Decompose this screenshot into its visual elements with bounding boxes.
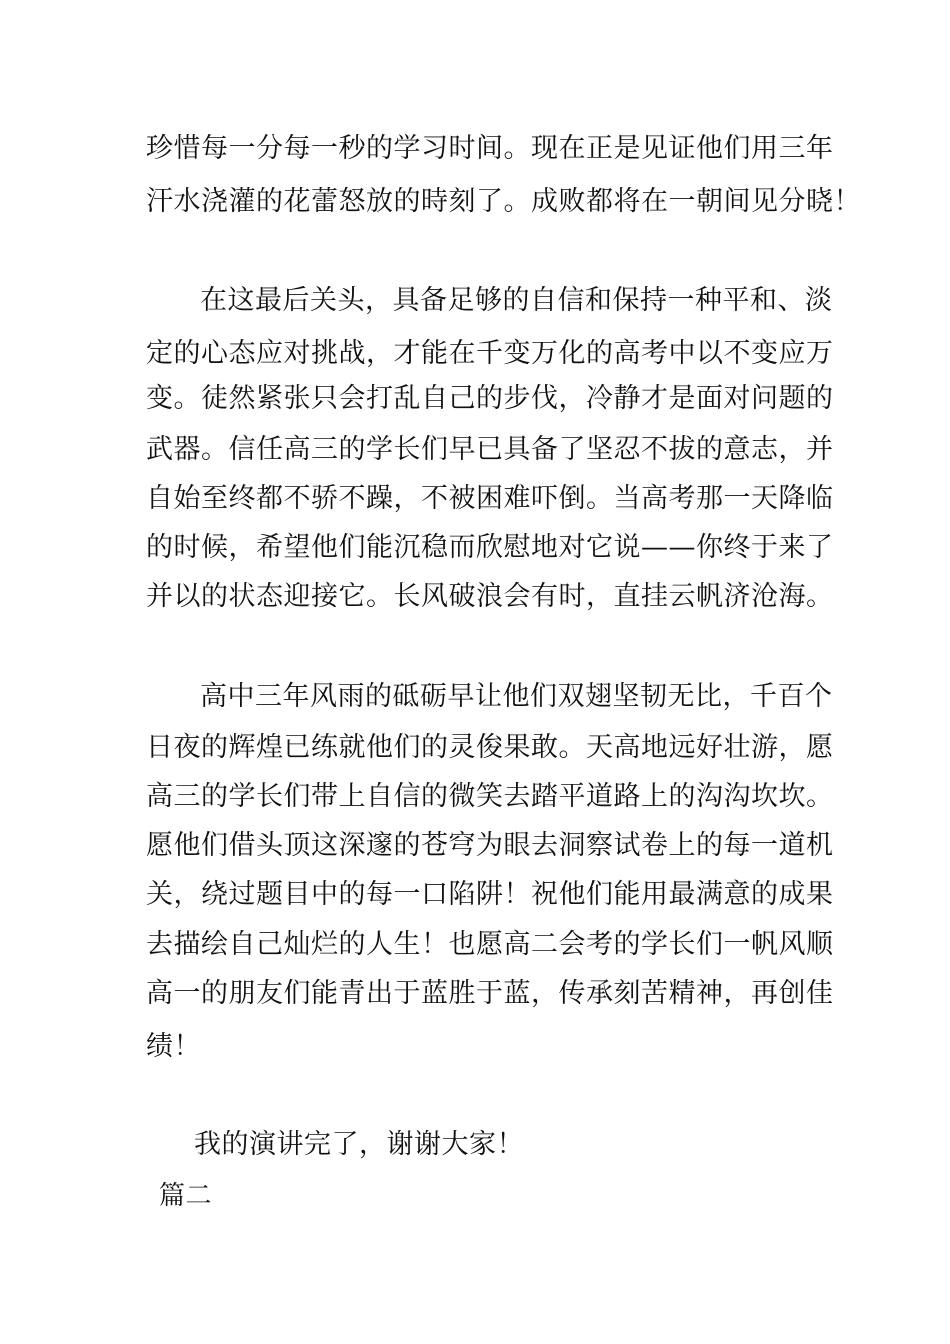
paragraph-1-line-1: 珍惜每一分每一秒的学习时间。现在正是见证他们用三年 [146, 133, 834, 164]
paragraph-3-line-2: 日夜的辉煌已练就他们的灵俊果敢。天高地远好壮游，愿 [146, 732, 834, 763]
paragraph-2-line-2: 定的心态应对挑战，才能在千变万化的高考中以不变应万 [146, 338, 834, 369]
paragraph-3-line-4: 愿他们借头顶这深邃的苍穹为眼去洞察试卷上的每一道机 [146, 830, 834, 861]
closing-line: 我的演讲完了，谢谢大家！ [194, 1129, 524, 1160]
paragraph-3-line-7: 高一的朋友们能青出于蓝胜于蓝，传承刻苦精神，再创佳 [146, 978, 834, 1009]
section-heading: 篇二 [159, 1181, 213, 1211]
paragraph-3-line-8: 绩！ [146, 1031, 201, 1062]
paragraph-1-line-2: 汗水浇灌的花蕾怒放的時刻了。成败都将在一朝间见分晓！ [146, 186, 861, 217]
paragraph-2-line-7: 并以的状态迎接它。长风破浪会有时，直挂云帆济沧海。 [146, 581, 834, 612]
paragraph-3-line-5: 关，绕过题目中的每一口陷阱！祝他们能用最满意的成果 [146, 879, 834, 910]
paragraph-2-line-3: 变。徒然紧张只会打乱自己的步伐，冷静才是面对问题的 [146, 383, 834, 414]
paragraph-2-line-5: 自始至终都不骄不躁，不被困难吓倒。当高考那一天降临 [146, 483, 834, 514]
paragraph-3-line-6: 去描绘自己灿烂的人生！也愿高二会考的学长们一帆风顺 [146, 929, 834, 960]
paragraph-3-line-3: 高三的学长们带上自信的微笑去踏平道路上的沟沟坎坎。 [146, 781, 834, 812]
paragraph-3-line-1: 高中三年风雨的砥砺早让他们双翅坚韧无比，千百个 [200, 681, 833, 712]
paragraph-2-line-6: 的时候，希望他们能沉稳而欣慰地对它说——你终于来了 [146, 532, 834, 563]
paragraph-2-line-4: 武器。信任高三的学长们早已具备了坚忍不拔的意志，并 [146, 434, 834, 465]
paragraph-2-line-1: 在这最后关头，具备足够的自信和保持一种平和、淡 [200, 285, 833, 316]
